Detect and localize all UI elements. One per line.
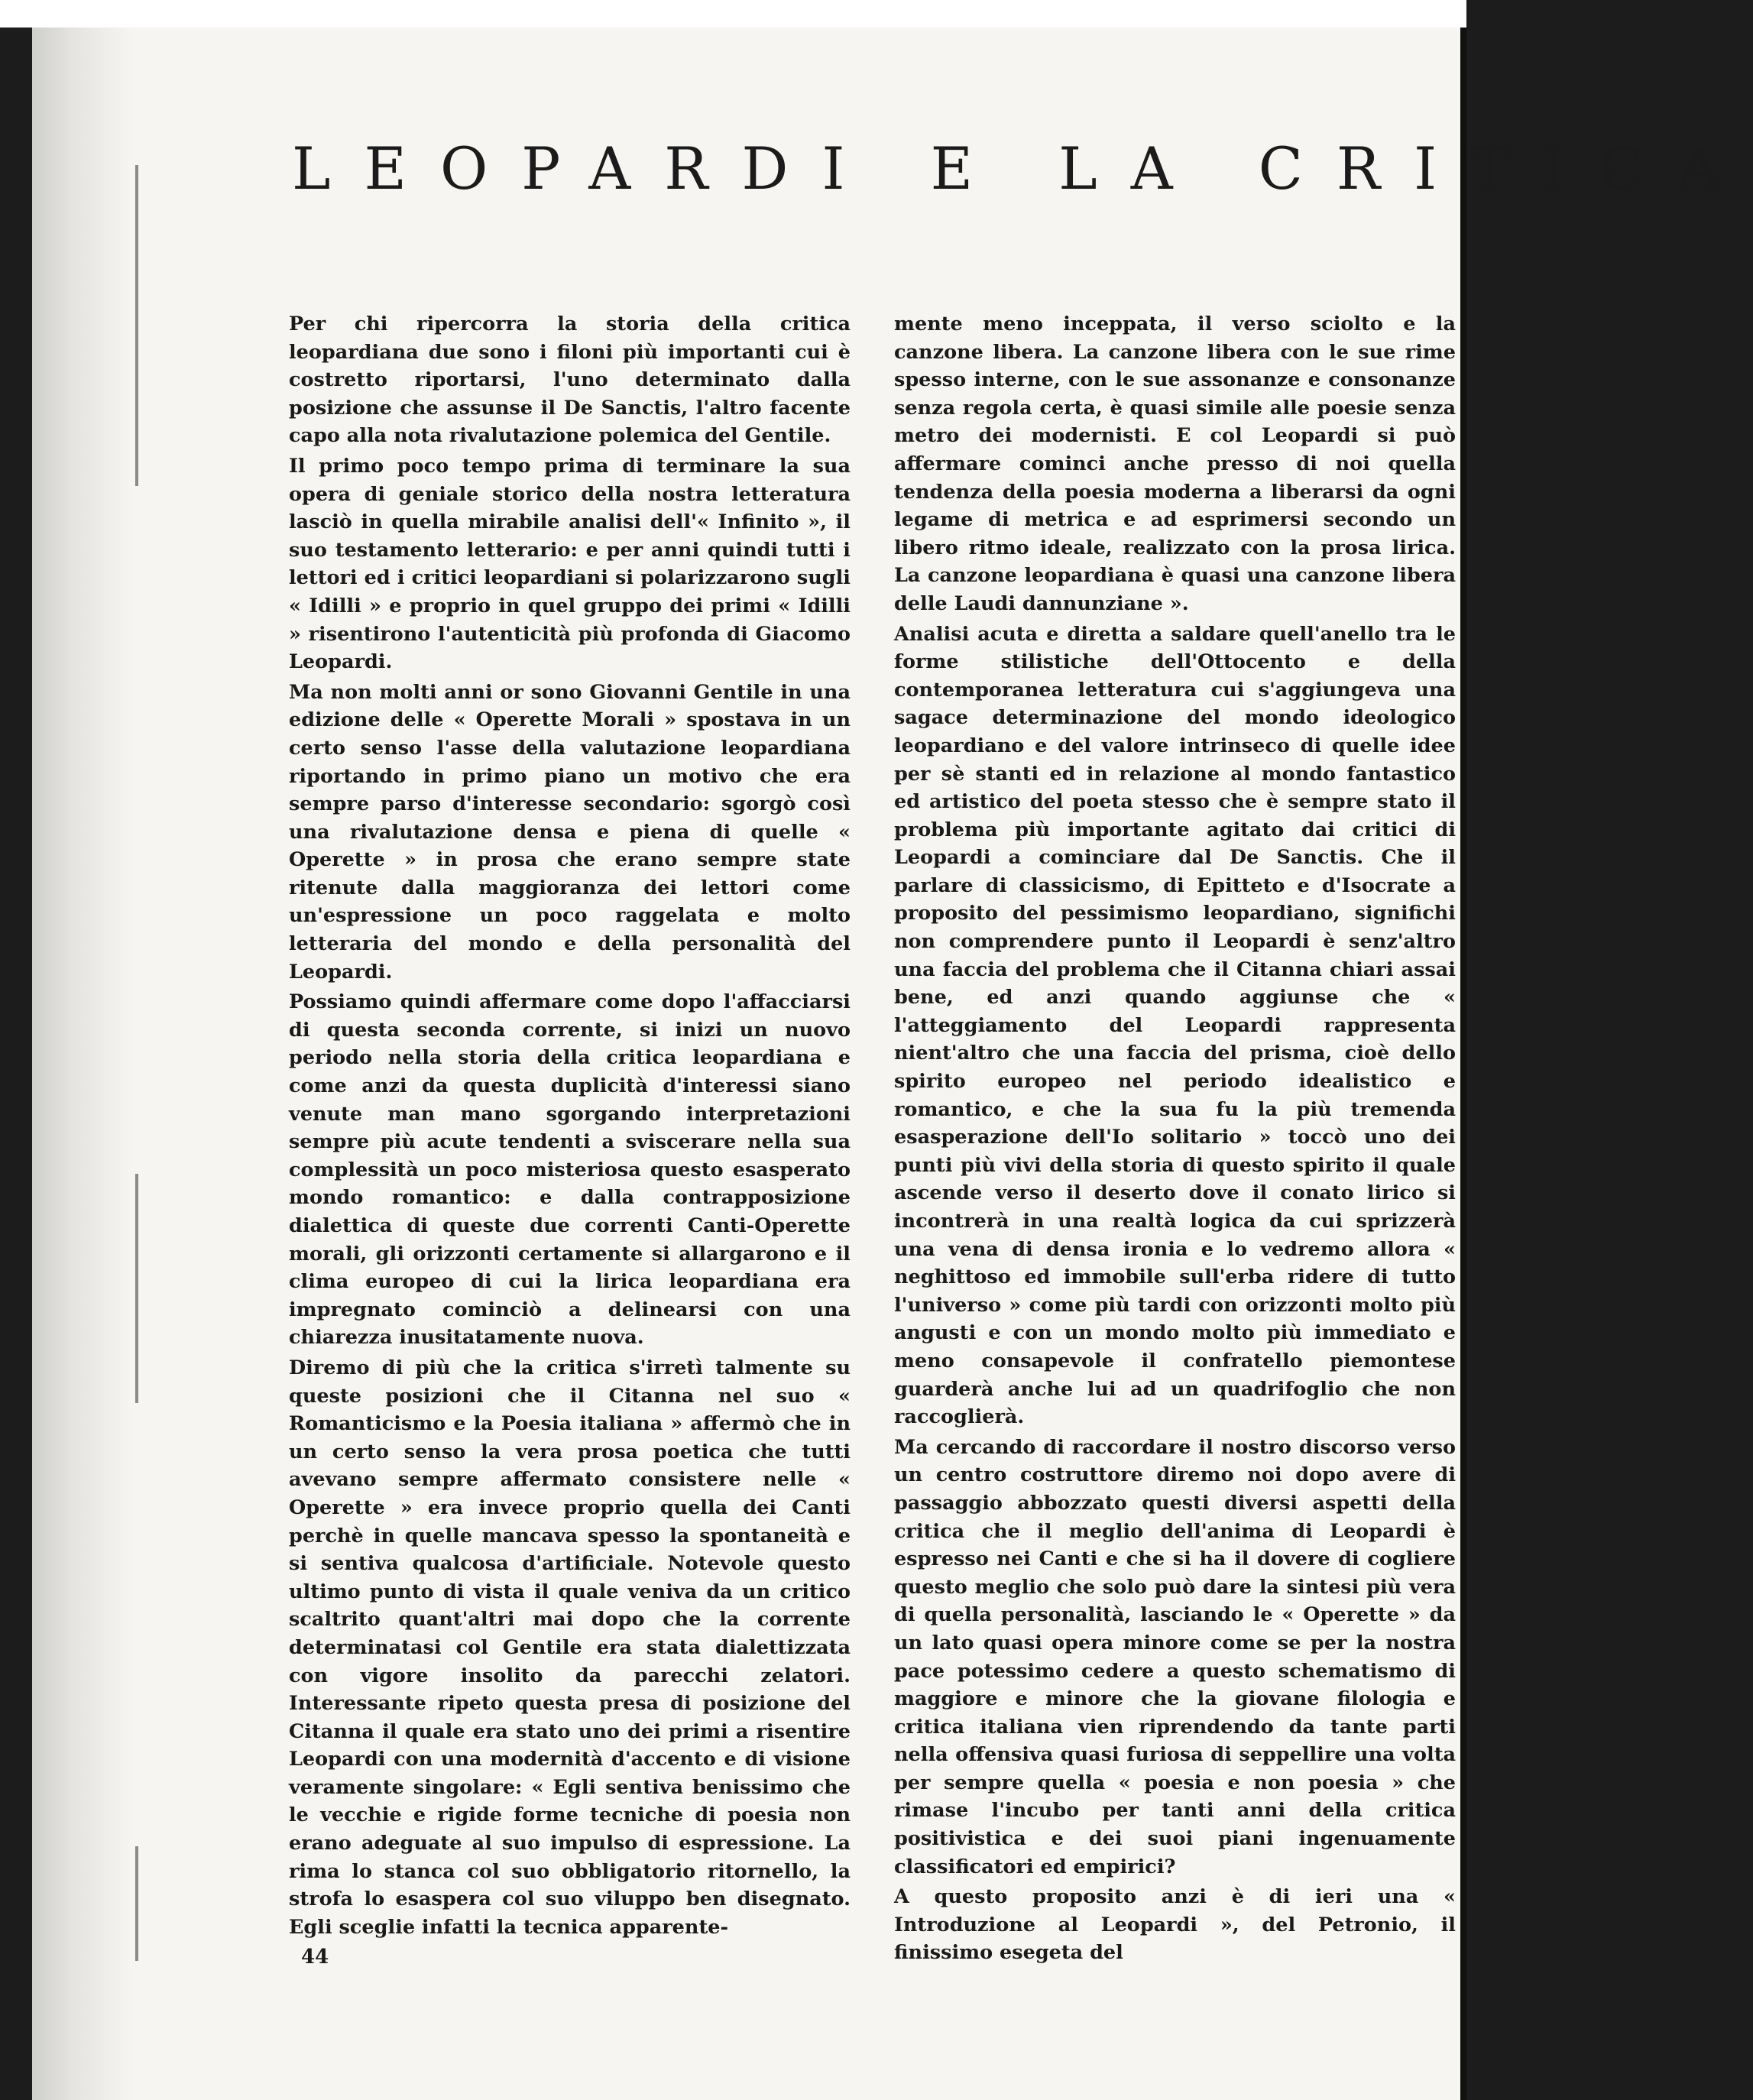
paragraph: mente meno inceppata, il verso sciolto e la canzone libera. La canzone libera con le sue rime spesso interne, con le sue assonanze e consonanze senza regola certa, è quasi simile alle poesie senza metro dei modernisti. E col Leopardi si può affermare cominci anche presso di noi quella tendenza della poesia moderna a liberarsi da ogni legame di metrica e ad esprimersi secondo un libero ritmo ideale, realizzato con la prosa lirica. La canzone leopardiana è quasi una canzone libera delle Laudi dannunziane ». xyxy=(894,313,1456,615)
paragraph: Per chi ripercorra la storia della critica leopardiana due sono i filoni più importanti cui è costretto riportarsi, l'uno determinato dalla posizione che assunse il De Sanctis, l'altro facente capo alla nota rivalutazione polemica del Gentile. xyxy=(289,313,851,448)
paragraph: Analisi acuta e diretta a saldare quell'anello tra le forme stilistiche dell'Ottocento e della contemporanea letteratura cui s'aggiungeva una sagace determinazione del mondo ideologico leopardiano e del valore intrinseco di quelle idee per sè stanti ed in relazione al mondo fantastico ed artistico del poeta stesso che è sempre stato il problema più importante agitato dai critici di Leopardi a cominciare dal De Sanctis. Che il parlare di classicismo, di Epitteto e d'Isocrate a proposito del pessimismo leopardiano, significhi non comprendere punto il Leopardi è senz'altro una faccia del problema che il Citanna chiari assai bene, ed anzi quando aggiunse che « l'atteggiamento del Leopardi rappresenta nient'altro che una faccia del prisma, cioè dello spirito europeo nel periodo idealistico e romantico, e che la sua fu la più tremenda esasperazione dell'Io solitario » toccò uno dei punti più vivi della storia di questo spirito il quale ascende verso il deserto dove il conato lirico si incontrerà in una realtà logica da cui sprizzerà una vena di densa ironia e lo vedremo allora « neghittoso ed immobile sull'erba ridere di tutto l'universo » come più tardi con orizzonti molto più angusti e con un mondo molto più immediato e meno consapevole il confratello piemontese guarderà anche lui ad un quadrifoglio che non raccoglierà. xyxy=(894,622,1456,1429)
left-column xyxy=(289,310,851,1943)
page-edge xyxy=(1460,28,1466,2100)
paragraph: Diremo di più che la critica s'irretì talmente su queste posizioni che il Citanna nel suo « Romanticismo e la Poesia italiana » affermò che in un certo senso la vera prosa poetica che tutti avevano sempre affermato consistere nelle « Operette » era invece proprio quella dei Canti perchè in quelle mancava spesso la spontaneità e si sentiva qualcosa d'artificiale. Notevole questo ultimo punto di vista il quale veniva da un critico scaltrito quant'altri mai dopo che la corrente determinatasi col Gentile era stata dialettizzata con vigore insolito da parecchi zelatori. Interessante ripeto questa presa di posizione del Citanna il quale era stato uno dei primi a risentire Leopardi con una modernità d'accento e di visione veramente singolare: « Egli sentiva benissimo che le vecchie e rigide forme tecniche di poesia non erano adeguate al suo impulso di espressione. La rima lo stanca col suo obbligatorio ritornello, la strofa lo esaspera col suo viluppo ben disegnato. Egli sceglie infatti la tecnica apparente- xyxy=(289,1356,851,1939)
scan-top-band xyxy=(0,0,1466,28)
page-number: 44 xyxy=(301,1946,329,1969)
magazine-page xyxy=(32,28,1753,2100)
scan-artifact xyxy=(135,1846,138,1961)
paragraph: Il primo poco tempo prima di terminare la sua opera di geniale storico della nostra letteratura lasciò in quella mirabile analisi dell'« Infinito », il suo testamento letterario: e per anni quindi tutti i lettori ed i critici leopardiani si polarizzarono sugli « Idilli » e proprio in quel gruppo dei primi « Idilli » risentirono l'autenticità più profonda di Giacomo Leopardi. xyxy=(289,454,851,674)
right-column xyxy=(894,310,1456,1969)
paragraph: A questo proposito anzi è di ieri una « Introduzione al Leopardi », del Petronio, il finissimo esegeta del xyxy=(894,1885,1456,1965)
paragraph: Ma non molti anni or sono Giovanni Gentile in una edizione delle « Operette Morali » spostava in un certo senso l'asse della valutazione leopardiana riportando in primo piano un motivo che era sempre parso d'interesse secondario: sgorgò così una rivalutazione densa e piena di quelle « Operette » in prosa che erano sempre state ritenute dalla maggioranza dei lettori come un'espressione un poco raggelata e molto letteraria del mondo e della personalità del Leopardi. xyxy=(289,680,851,984)
article-title: LEOPARDI E LA CRITICA xyxy=(292,134,1753,203)
scan-artifact xyxy=(135,1174,138,1403)
binding-shadow xyxy=(32,28,131,2100)
scan-artifact xyxy=(135,165,138,486)
paragraph: Ma cercando di raccordare il nostro discorso verso un centro costruttore diremo noi dopo avere di passaggio abbozzato questi diversi aspetti della critica che il meglio dell'anima di Leopardi è espresso nei Canti e che si ha il dovere di cogliere questo meglio che solo può dare la sintesi più vera di quella personalità, lasciando le « Operette » da un lato quasi opera minore come se per la nostra pace potessimo cedere a questo schematismo di maggiore e minore che la giovane filologia e critica italiana vien riprendendo da tante parti nella offensiva quasi furiosa di seppellire una volta per sempre quella « poesia e non poesia » che rimase l'incubo per tanti anni della critica positivistica e dei suoi piani ingenuamente classificatori ed empirici? xyxy=(894,1435,1456,1878)
paragraph: Possiamo quindi affermare come dopo l'affacciarsi di questa seconda corrente, si inizi un nuovo periodo nella storia della critica leopardiana e come anzi da questa duplicità d'interessi siano venute man mano sgorgando interpretazioni sempre più acute tendenti a sviscerare nella sua complessità un poco misteriosa questo esasperato mondo romantico: e dalla contrapposizione dialettica di queste due correnti Canti-Operette morali, gli orizzonti certamente si allargarono e il clima europeo di cui la lirica leopardiana era impregnato cominciò a delinearsi con una chiarezza inusitatamente nuova. xyxy=(289,990,851,1350)
